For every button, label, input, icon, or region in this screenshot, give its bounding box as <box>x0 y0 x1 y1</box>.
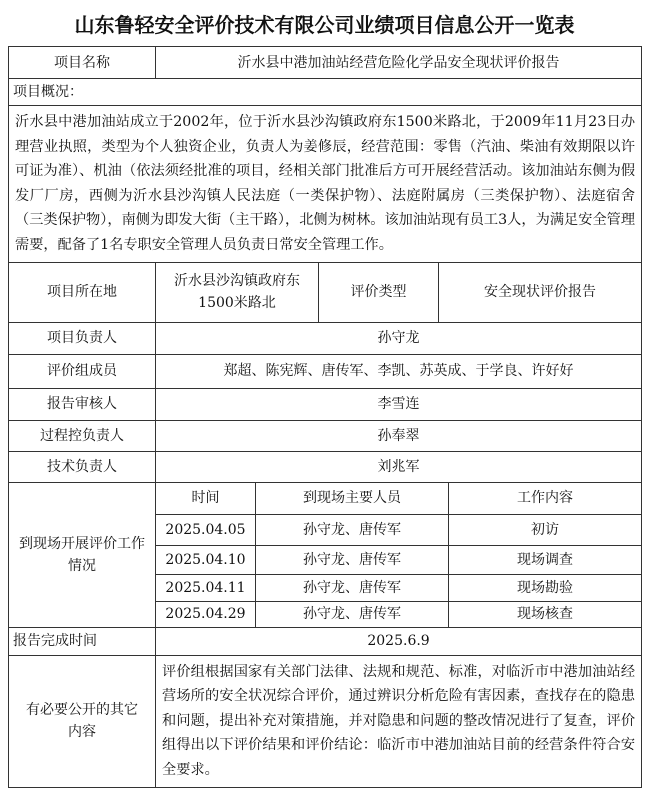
visits-header-people: 到现场主要人员 <box>256 482 449 514</box>
members-label: 评价组成员 <box>9 354 156 388</box>
visit-work: 初访 <box>449 514 642 545</box>
visits-header-time: 时间 <box>156 482 256 514</box>
visit-date: 2025.04.05 <box>156 514 256 545</box>
leader-label: 项目负责人 <box>9 322 156 354</box>
project-name-value: 沂水县中港加油站经营危险化学品安全现状评价报告 <box>156 47 642 79</box>
process-value: 孙奉翠 <box>156 420 642 451</box>
other-text: 评价组根据国家有关部门法律、法规和规范、标准，对临沂市中港加油站经营场所的安全状况综合评价，通过辨识分析危险有害因素，查找存在的隐患和问题，提出补充对策措施，并对隐患和问题的整改情况进行了复查，评价组得出以下评价结果和评价结论：临沂市中港加油站目前的经营条件符合安全要求。 <box>156 655 642 787</box>
visit-date: 2025.04.10 <box>156 545 256 574</box>
visits-label: 到现场开展评价工作情况 <box>9 482 156 627</box>
page-title: 山东鲁轻安全评价技术有限公司业绩项目信息公开一览表 <box>74 13 575 37</box>
visit-people: 孙守龙、唐传军 <box>256 574 449 601</box>
members-value: 郑超、陈宪辉、唐传军、李凯、苏英成、于学良、许好好 <box>156 354 642 388</box>
completion-label: 报告完成时间 <box>9 627 156 655</box>
visit-work: 现场调查 <box>449 545 642 574</box>
overview-text: 沂水县中港加油站成立于2002年，位于沂水县沙沟镇政府东1500米路北，于2009年11月23日办理营业执照，类型为个人独资企业，负责人为姜修辰，经营范围：零售（汽油、柴油有效期限以许可证为准）、机油（依法须经批准的项目，经相关部门批准后方可开展经营活动。该加油站东侧为假发厂厂房，西侧为沂水县沙沟镇人民法庭（一类保护物）、法庭附属房（三类保护物）、法庭宿舍（三类保护物），南侧为即发大街（主干路），北侧为树林。该加油站现有员工3人，为满足安全管理需要，配备了1名专职安全管理人员负责日常安全管理工作。 <box>9 106 642 263</box>
visit-date: 2025.04.29 <box>156 601 256 627</box>
tech-label: 技术负责人 <box>9 451 156 482</box>
other-label: 有必要公开的其它内容 <box>9 655 156 787</box>
project-name-label: 项目名称 <box>9 47 156 79</box>
process-label: 过程控负责人 <box>9 420 156 451</box>
location-label: 项目所在地 <box>9 262 156 322</box>
overview-label: 项目概况： <box>9 79 642 106</box>
visit-work: 现场勘验 <box>449 574 642 601</box>
tech-value: 刘兆军 <box>156 451 642 482</box>
visit-people: 孙守龙、唐传军 <box>256 545 449 574</box>
row-location <box>9 262 642 322</box>
eval-type-value: 安全现状评价报告 <box>439 262 642 322</box>
visits-header-work: 工作内容 <box>449 482 642 514</box>
reviewer-label: 报告审核人 <box>9 388 156 420</box>
completion-value: 2025.6.9 <box>156 627 642 655</box>
visit-people: 孙守龙、唐传军 <box>256 514 449 545</box>
reviewer-value: 李雪连 <box>156 388 642 420</box>
leader-value: 孙守龙 <box>156 322 642 354</box>
eval-type-label: 评价类型 <box>319 262 439 322</box>
visit-work: 现场核查 <box>449 601 642 627</box>
info-table <box>8 46 642 788</box>
visit-people: 孙守龙、唐传军 <box>256 601 449 627</box>
location-value: 沂水县沙沟镇政府东1500米路北 <box>156 262 319 322</box>
row-project-name <box>9 47 642 79</box>
visit-date: 2025.04.11 <box>156 574 256 601</box>
